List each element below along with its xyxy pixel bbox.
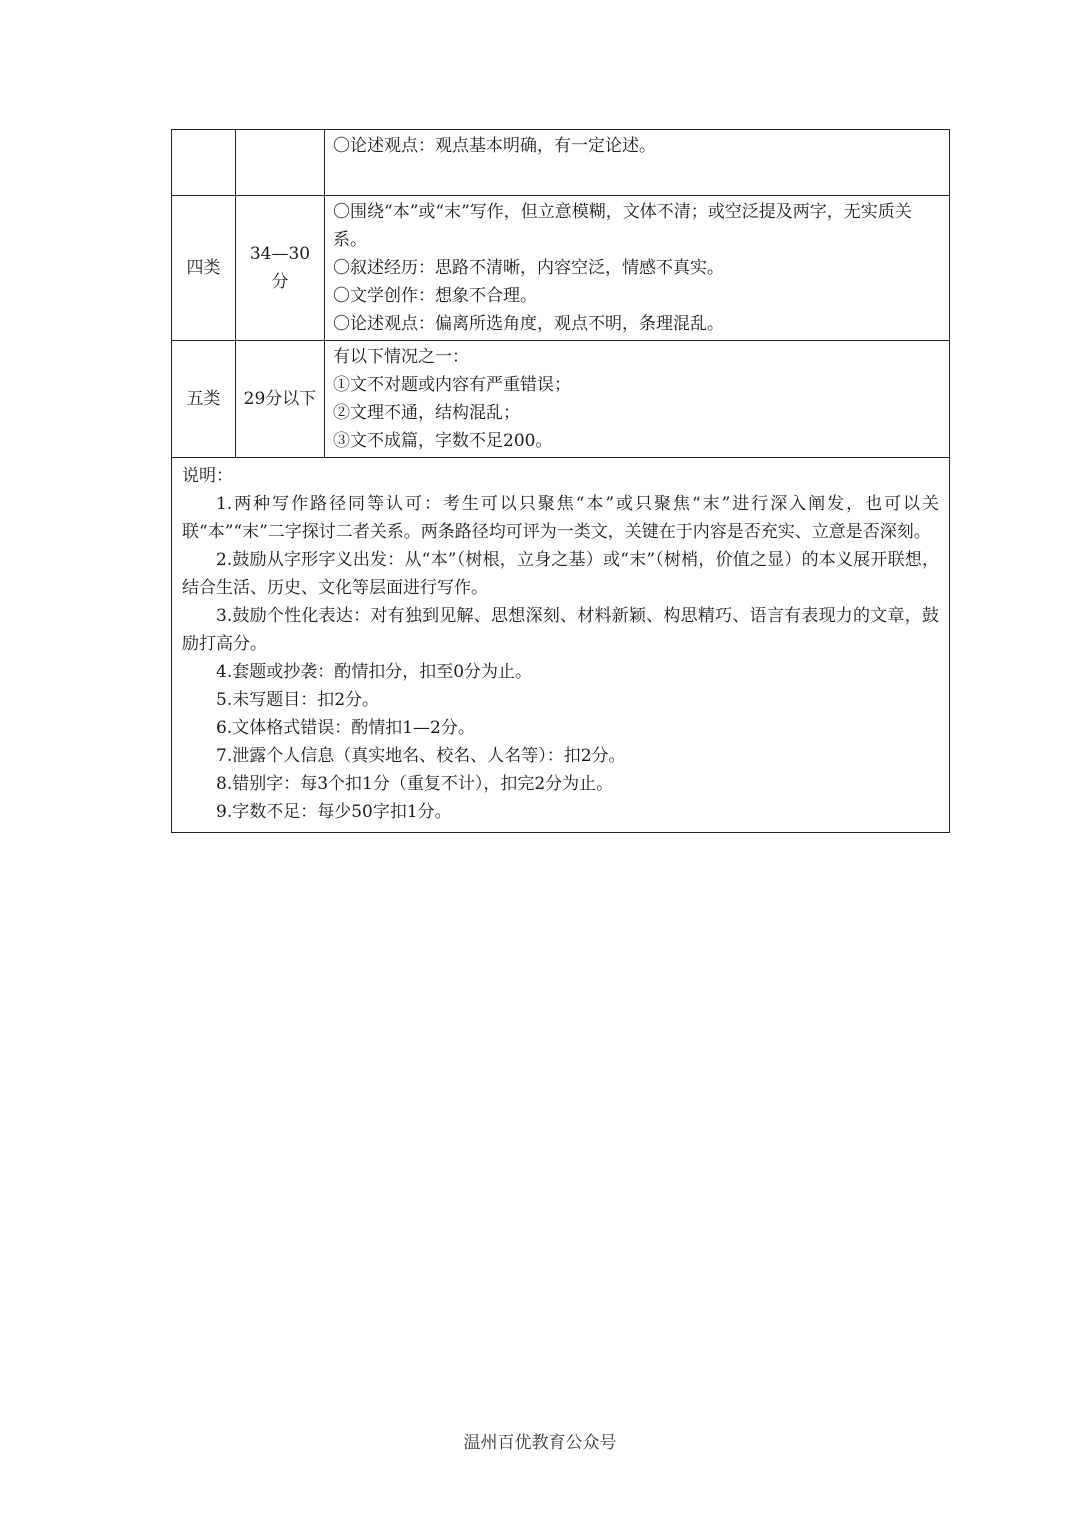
notes-heading: 说明： — [182, 466, 233, 486]
criteria-line: 有以下情况之一： — [333, 347, 469, 367]
criteria-line: ②文理不通，结构混乱； — [333, 403, 520, 423]
table-row — [172, 341, 950, 458]
criteria-cell — [325, 130, 950, 196]
note-item: 6.文体格式错误：酌情扣1—2分。 — [216, 718, 475, 738]
criteria-line: ①文不对题或内容有严重错误； — [333, 375, 571, 395]
grading-table — [171, 129, 950, 833]
criteria-line: 〇文学创作：想象不合理。 — [333, 286, 537, 306]
category-cell — [172, 130, 236, 196]
criteria-line: ③文不成篇，字数不足200。 — [333, 431, 553, 451]
table-row — [172, 130, 950, 196]
note-item: 8.错别字：每3个扣1分（重复不计），扣完2分为止。 — [216, 774, 614, 794]
criteria-line: 〇论述观点：偏离所选角度，观点不明，条理混乱。 — [333, 314, 724, 334]
score-cell — [236, 130, 325, 196]
note-item: 2.鼓励从字形字义出发：从“本”（树根，立身之基）或“末”（树梢，价值之显）的本义展开联想，结合生活、历史、文化等层面进行写作。 — [182, 550, 939, 598]
criteria-cell — [325, 196, 950, 341]
table-row — [172, 196, 950, 341]
category-cell: 五类 — [172, 341, 236, 458]
note-item: 7.泄露个人信息（真实地名、校名、人名等）：扣2分。 — [216, 746, 626, 766]
note-item: 9.字数不足：每少50字扣1分。 — [216, 802, 452, 822]
criteria-line: 〇论述观点：观点基本明确，有一定论述。 — [333, 136, 656, 156]
criteria-cell — [325, 341, 950, 458]
note-item: 1.两种写作路径同等认可：考生可以只聚焦“本”或只聚焦“末”进行深入阐发，也可以关联“本”“末”二字探讨二者关系。两条路径均可评为一类文，关键在于内容是否充实、立意是否深刻。 — [182, 494, 939, 542]
category-cell: 四类 — [172, 196, 236, 341]
score-cell: 29分以下 — [236, 341, 325, 458]
criteria-line: 〇围绕“本”或“末”写作，但立意模糊，文体不清；或空泛提及两字，无实质关系。 — [333, 202, 912, 250]
note-item: 4.套题或抄袭：酌情扣分，扣至0分为止。 — [216, 662, 533, 682]
notes-row — [172, 458, 950, 833]
page-footer: 温州百优教育公众号 — [463, 1433, 617, 1453]
note-item: 3.鼓励个性化表达：对有独到见解、思想深刻、材料新颖、构思精巧、语言有表现力的文章，鼓励打高分。 — [182, 606, 939, 654]
note-item: 5.未写题目：扣2分。 — [216, 690, 380, 710]
notes-cell — [172, 458, 950, 833]
score-cell: 34—30分 — [236, 196, 325, 341]
criteria-line: 〇叙述经历：思路不清晰，内容空泛，情感不真实。 — [333, 258, 724, 278]
